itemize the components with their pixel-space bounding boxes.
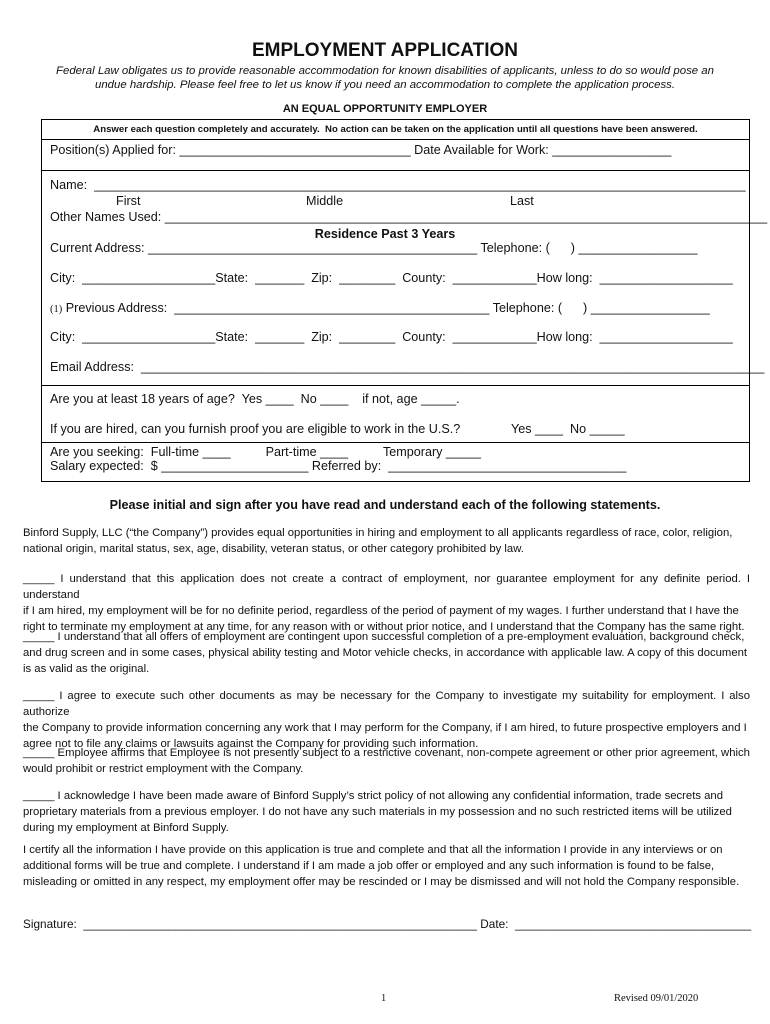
work-eligibility-question: If you are hired, can you furnish proof you are eligible to work in the U.S.?: [50, 422, 461, 436]
revision-date: Revised 09/01/2020: [614, 993, 699, 1004]
statements-heading: Please initial and sign after you have read and understand each of the following statements.: [109, 498, 661, 512]
page-title: EMPLOYMENT APPLICATION: [252, 40, 518, 61]
current-city-row[interactable]: City: ___________________State: _______ Zip: ________ County: ____________How long: ___________________: [50, 271, 733, 285]
age-question[interactable]: Are you at least 18 years of age? Yes ____ No ____ if not, age _____.: [50, 392, 460, 406]
employment-type-row[interactable]: Are you seeking: Full-time ____ Part-time ____ Temporary _____: [50, 445, 481, 459]
other-names-field[interactable]: Other Names Used: ______________________________________________________________________________________: [50, 210, 768, 224]
work-eligibility-answer[interactable]: Yes ____ No _____: [511, 422, 625, 436]
equal-opportunity-heading: AN EQUAL OPPORTUNITY EMPLOYER: [282, 103, 488, 115]
page-number: 1: [381, 993, 387, 1004]
accommodation-notice-line2: undue hardship. Please feel free to let us know if you need an accommodation to complete the application process.: [94, 79, 675, 91]
name-last-label: Last: [510, 194, 534, 208]
previous-address-number: (1): [50, 304, 63, 315]
contingent-offer-statement[interactable]: _____ I understand that all offers of employment are contingent upon successful completion of a pre-employment evaluation, background check, and drug screen and in some cases, physical ability testing and Motor vehicle checks, in accordance with applicable law. A copy of this document is as valid as the original.: [23, 631, 748, 675]
previous-address-field[interactable]: [50, 301, 710, 315]
salary-referral-row[interactable]: Salary expected: $ _____________________ Referred by: __________________________________: [50, 459, 627, 473]
form-divider: [41, 385, 750, 386]
current-address-field[interactable]: Current Address: _______________________________________________ Telephone: ( ) _________________: [50, 241, 698, 255]
form-divider: [41, 170, 750, 171]
no-contract-statement[interactable]: _____ I understand that this application does not create a contract of employment, nor guarantee employment for any definite period. I understand if I am hired, my employment will be for no definite period, regardless of the period of payment of my wages. I further understand that I have the right to terminate my employment at any time, for any reason with or without prior notice, and I understand that the Company has the same right.: [23, 573, 750, 633]
confidential-info-statement[interactable]: _____ I acknowledge I have been made aware of Binford Supply’s strict policy of not allowing any confidential information, trade secrets and proprietary materials from a previous employer. I do not have any such materials in my possession and no such restricted items will be utilized during my employment at Binford Supply.: [23, 790, 732, 834]
form-divider: [41, 442, 750, 443]
signature-date-row[interactable]: Signature: ____________________________________________________________ Date: ____________________________________: [23, 917, 752, 931]
residence-heading: Residence Past 3 Years: [314, 227, 456, 241]
email-field[interactable]: Email Address: _________________________________________________________________________________________: [50, 360, 765, 374]
form-divider: [41, 139, 750, 140]
equal-opportunity-statement: Binford Supply, LLC (“the Company”) provides equal opportunities in hiring and employment to all applicants regardless of race, color, religion, national origin, marital status, sex, age, disability, veteran status, or other category prohibited by law.: [23, 527, 733, 555]
name-first-label: First: [116, 194, 141, 208]
accommodation-notice-line1: Federal Law obligates us to provide reasonable accommodation for known disabilities of applicants, unless to do so would pose an: [56, 65, 714, 77]
form-instruction: Answer each question completely and accurately. No action can be taken on the application until all questions have been answered.: [93, 124, 698, 135]
previous-city-row[interactable]: City: ___________________State: _______ Zip: ________ County: ____________How long: ___________________: [50, 330, 733, 344]
certification-statement: I certify all the information I have provide on this application is true and complete and that all the information I provide in any interviews or on additional forms will be true and complete. I understand if I am made a job offer or employed and any such information is found to be false, misleading or omitted in any respect, my employment offer may be rescinded or I may be dismissed and will not hold the Company responsible.: [23, 844, 740, 888]
non-compete-statement[interactable]: _____ Employee affirms that Employee is not presently subject to a restrictive covenant, non-compete agreement or other prior agreement, which would prohibit or restrict employment with the Company.: [23, 747, 750, 775]
position-applied-field[interactable]: Position(s) Applied for: _________________________________ Date Available for Work: _________________: [50, 143, 672, 157]
name-field[interactable]: Name: _____________________________________________________________________________________________: [50, 178, 746, 192]
previous-address-label: Previous Address: _____________________________________________ Telephone: ( ) _________________: [62, 301, 710, 315]
name-middle-label: Middle: [306, 194, 344, 208]
authorization-statement[interactable]: _____ I agree to execute such other documents as may be necessary for the Company to investigate my suitability for employment. I also authorize the Company to provide information concerning any work that I may perform for the Company, if I am hired, to future prospective employers and I agree not to file any claims or lawsuits against the Company for providing such information.: [23, 690, 750, 750]
